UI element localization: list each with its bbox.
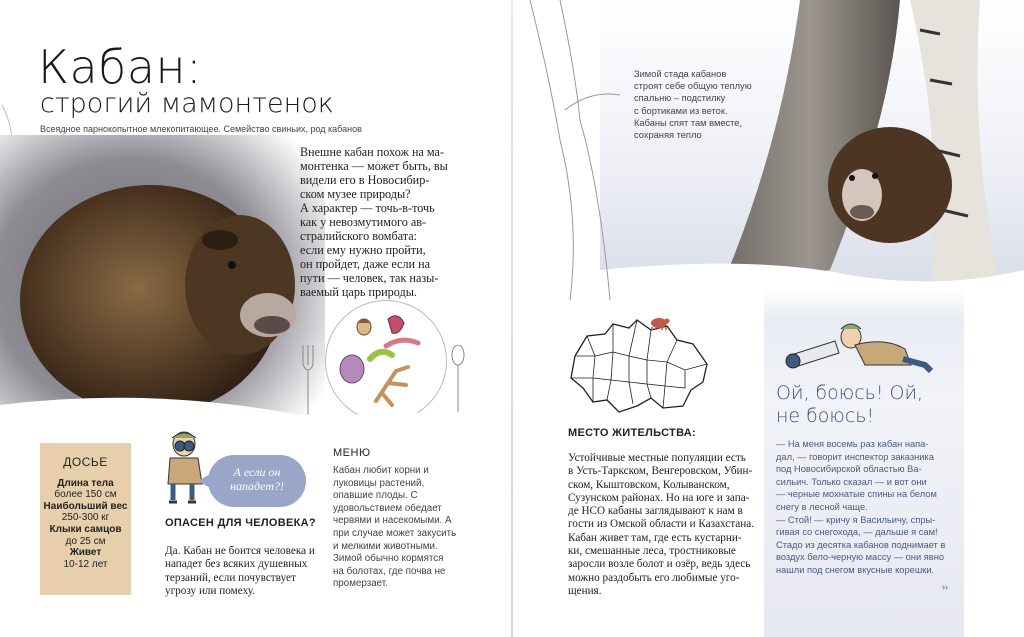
story-paragraph (776, 438, 954, 577)
dossier-label: Клыки самцов (49, 523, 122, 535)
tree-sketch-right (520, 0, 640, 300)
menu-line: опавшие плоды. С (333, 490, 418, 502)
intro-line: пути — человек, так назы- (300, 271, 439, 285)
danger-line: терзаний, если почувствует (165, 571, 296, 584)
menu-line: и мелкими животными. (333, 540, 438, 552)
habitat-line: Сузунском районах. Но на юге и запа- (568, 491, 750, 504)
intro-paragraph (300, 145, 462, 299)
menu-paragraph (333, 465, 458, 591)
pig-icon (648, 316, 670, 330)
intro-line: монтенка — может быть, вы (300, 159, 448, 173)
story-line: — Стой! — кричу я Васильичу, спры- (776, 514, 936, 525)
intro-line: как у невозмутимого ав- (300, 215, 427, 229)
dossier-value: 250-300 кг (61, 512, 110, 524)
caption-line: Кабаны спят там вместе, (634, 117, 743, 128)
story-line: гивая со снегохода, — дальше я сам! (776, 527, 938, 538)
page-title: Кабан: (38, 40, 203, 94)
caption-line: с бортиками из веток. (634, 105, 728, 116)
intro-line: А характер — точь-в-точь (300, 201, 435, 215)
danger-heading: ОПАСЕН ДЛЯ ЧЕЛОВЕКА? (165, 517, 316, 529)
intro-line: видели его в Новосибир- (300, 173, 430, 187)
intro-line: ваемый царь природы. (300, 285, 417, 299)
region-map (567, 316, 715, 414)
story-title-line: Ой, боюсь! Ой, (776, 382, 924, 404)
speech-bubble (208, 455, 306, 507)
caption-line: строят себе общую теплую (634, 81, 752, 92)
boar-photo (0, 135, 325, 435)
caption-line: сохраняя тепло (634, 130, 702, 141)
habitat-line: можно раздобыть его любимые уго- (568, 571, 740, 584)
menu-line: луковицы растений, (333, 477, 425, 489)
telescope-person-icon (785, 315, 935, 373)
bubble-line: А если он (233, 465, 281, 479)
menu-heading: МЕНЮ (333, 447, 371, 459)
story-line: — черные мохнатые спины на белом (776, 489, 937, 500)
dossier-label: Живет (69, 547, 102, 559)
binoculars-person-icon (158, 428, 214, 506)
intro-line: он пройдет, даже если на (300, 257, 431, 271)
bubble-line: нападет?! (230, 479, 284, 493)
menu-line: на болотах, где почва не (333, 565, 446, 577)
danger-line: Да. Кабан не боится человека и (165, 545, 315, 557)
page-fold (511, 0, 513, 637)
story-line: Стадо из десятка кабанов поднимает в (776, 539, 946, 550)
habitat-line: ки, смешанные леса, тростниковые (568, 545, 736, 558)
dossier-label: Наибольший вес (43, 500, 128, 512)
menu-line: удовольствием обедает (333, 502, 442, 514)
dossier-value: более 150 см (54, 489, 117, 501)
dossier-box (40, 443, 131, 595)
story-line: сильич. Только сказал — и вот они (776, 476, 927, 487)
habitat-line: ском, Кыштовском, Колыванском, (568, 478, 730, 491)
menu-line: червями и насекомыми. А (333, 515, 452, 527)
winter-boar-photo (600, 0, 1024, 300)
snow-edge (0, 395, 512, 440)
dossier-value: 10-12 лет (63, 558, 108, 570)
dossier-title: ДОСЬЕ (63, 455, 108, 469)
story-line: дал, — говорит инспектор заказника (776, 451, 934, 462)
intro-line: если ему нужно пройти, (300, 243, 426, 257)
story-line: воздух бело-черную массу — они явно (776, 552, 944, 563)
habitat-line: в Усть-Таркском, Венгеровском, Убин- (568, 465, 753, 478)
continue-arrow: ›› (942, 582, 948, 592)
caption-line: спальню – подстилку (634, 93, 726, 104)
habitat-line: Устойчивые местные популяции есть (568, 452, 746, 464)
intro-line: стралийского вомбата: (300, 229, 418, 243)
habitat-line: гости из Омской области и Казахстана. (568, 518, 755, 531)
menu-line: промерзает. (333, 578, 388, 590)
page-subtitle: строгий мамонтенок (40, 88, 334, 119)
dossier-label: Длина тела (57, 477, 114, 489)
story-line: нашли под снегом вкусные корешки. (776, 564, 935, 575)
intro-line: ском музее природы? (300, 187, 411, 201)
story-line: — На меня восемь раз кабан напа- (776, 439, 929, 449)
menu-line: Кабан любит корни и (333, 465, 429, 476)
danger-line: угрозу или помеху. (165, 585, 256, 598)
habitat-paragraph (568, 452, 756, 598)
caption-line: Зимой стада кабанов (634, 69, 727, 79)
story-title (776, 382, 966, 428)
danger-line: нападет без всяких душевных (165, 558, 308, 571)
menu-line: при случае может закусить (333, 527, 457, 539)
danger-paragraph (165, 545, 320, 599)
habitat-line: щения. (568, 584, 602, 597)
habitat-line: де НСО кабаны заглядывают к нам в (568, 505, 743, 518)
menu-line: Зимой обычно кормятся (333, 553, 444, 565)
intro-line: Внешне кабан похож на ма- (300, 145, 445, 159)
winter-caption (634, 68, 762, 141)
story-line: под Новосибирской областью Ва- (776, 464, 922, 475)
habitat-line: заросли возле болот и озёр, ведь здесь (568, 558, 751, 571)
story-line: снегу в лесной чаще. (776, 501, 868, 512)
habitat-heading: МЕСТО ЖИТЕЛЬСТВА: (568, 427, 696, 439)
story-title-line: не боюсь! (776, 405, 875, 427)
taxonomy-line: Всеядное парнокопытное млекопитающее. Семейство свиньих, род кабанов (40, 124, 362, 134)
habitat-line: Кабан живет там, где есть кустарни- (568, 531, 742, 544)
dossier-value: до 25 см (65, 535, 106, 547)
